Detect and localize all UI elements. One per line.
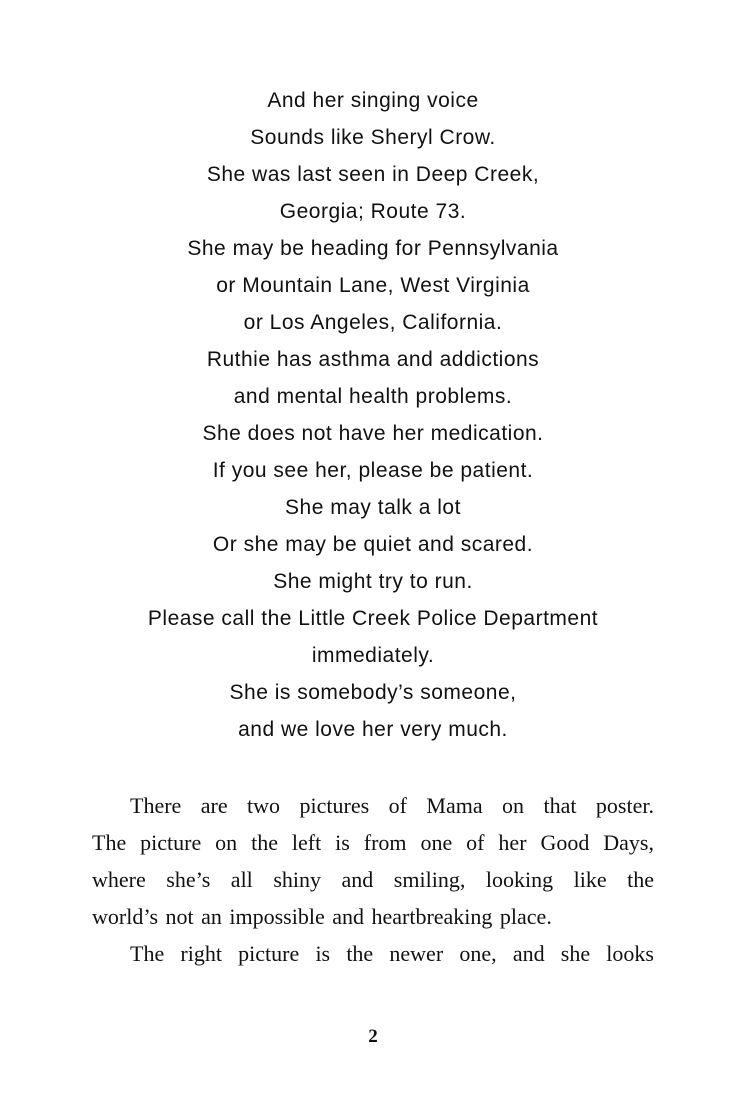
prose-line: world’s not an impossible and heartbreaking place. — [92, 904, 552, 929]
poem-line: Ruthie has asthma and addictions — [206, 348, 540, 371]
poem-line: She may talk a lot — [285, 496, 461, 519]
poem-line: and mental health problems. — [233, 385, 513, 408]
poem-line: Please call the Little Creek Police Department — [147, 607, 599, 630]
poem-line: or Mountain Lane, West Virginia — [216, 274, 530, 297]
prose-line: The picture on the left is from one of her Good Days, — [92, 830, 654, 855]
poem-line: She does not have her medication. — [202, 422, 544, 445]
poem-line: Sounds like Sheryl Crow. — [250, 126, 496, 149]
poem-line: Georgia; Route 73. — [279, 200, 467, 223]
poem-line: If you see her, please be patient. — [212, 459, 534, 482]
poem-line: She might try to run. — [273, 570, 473, 593]
page-number: 2 — [368, 1026, 378, 1047]
poem-line: She was last seen in Deep Creek, — [206, 163, 540, 186]
poem-line: She may be heading for Pennsylvania — [187, 237, 559, 260]
poem-line: Or she may be quiet and scared. — [212, 533, 534, 556]
narrative-text — [92, 787, 654, 972]
prose-line: where she’s all shiny and smiling, looking like the — [92, 867, 654, 892]
poem-line: And her singing voice — [267, 89, 479, 112]
prose-line: The right picture is the newer one, and she looks — [130, 941, 654, 966]
poem-line: She is somebody’s someone, — [229, 681, 517, 704]
poem-line: immediately. — [311, 644, 435, 667]
poem-line: and we love her very much. — [238, 718, 508, 741]
missing-poster-poem — [92, 82, 654, 748]
poem-line: or Los Angeles, California. — [243, 311, 503, 334]
prose-line: There are two pictures of Mama on that poster. — [130, 793, 654, 818]
